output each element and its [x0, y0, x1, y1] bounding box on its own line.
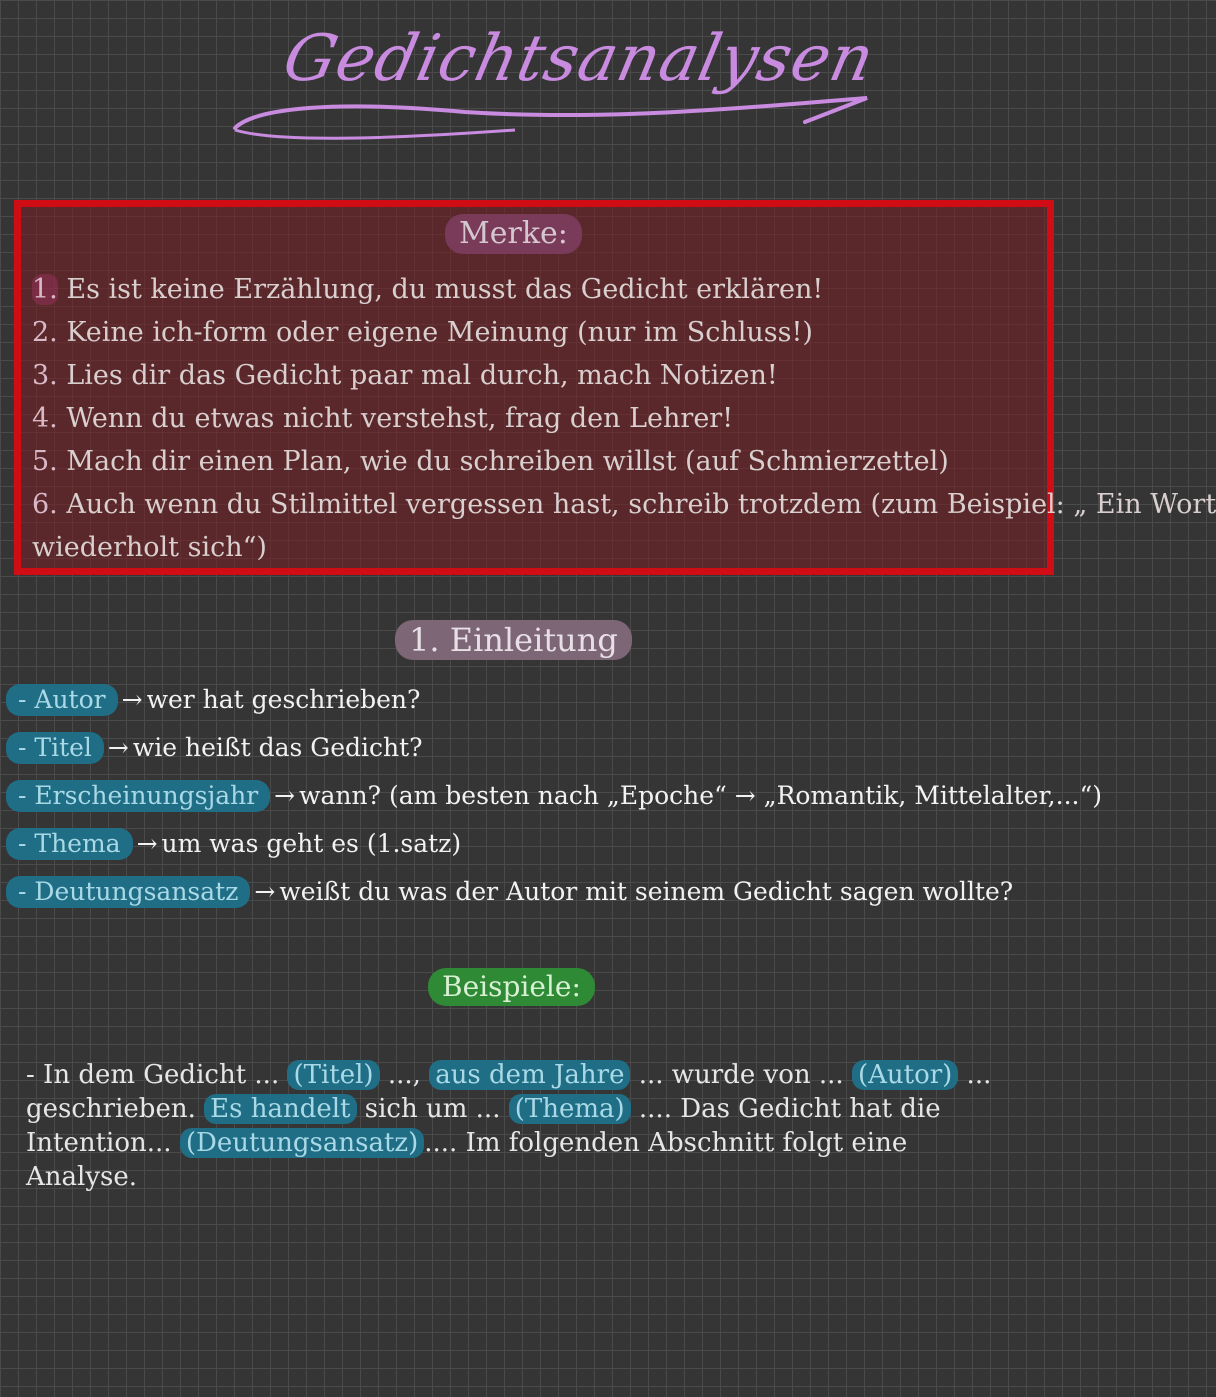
merke-item-number: 4.	[32, 403, 58, 434]
list-item	[6, 724, 1081, 772]
list-item	[6, 820, 1081, 868]
example-highlight: aus dem Jahre	[429, 1060, 630, 1090]
example-text: ... geschrieben.	[26, 1060, 992, 1124]
merke-item	[32, 268, 1072, 311]
merke-item-text: wiederholt sich“)	[32, 532, 267, 563]
merke-item-number: 6.	[32, 489, 58, 520]
merke-item	[32, 397, 1072, 440]
merke-item-text: Es ist keine Erzählung, du musst das Gedicht erklären!	[66, 274, 824, 305]
term-description: wer hat geschrieben?	[146, 685, 421, 714]
merke-list	[32, 268, 1216, 569]
arrow-icon: →	[121, 685, 143, 714]
merke-item	[32, 311, 1072, 354]
example-text: .... Das Gedicht hat die Intention...	[26, 1094, 941, 1158]
term-tag: - Erscheinungsjahr	[6, 780, 270, 812]
term-description: um was geht es (1.satz)	[161, 829, 462, 858]
page-title: Gedichtsanalysen	[277, 22, 882, 96]
term-tag: - Deutungsansatz	[6, 876, 250, 908]
arrow-icon: →	[254, 877, 276, 906]
example-text: .... Im folgenden Abschnitt folgt eine Analyse.	[26, 1128, 908, 1192]
arrow-icon: →	[136, 829, 158, 858]
merke-item-text: Keine ich-form oder eigene Meinung (nur im Schluss!)	[66, 317, 813, 348]
arrow-icon: →	[274, 781, 296, 810]
term-description: wann? (am besten nach „Epoche“ → „Romantik, Mittelalter,...“)	[299, 781, 1103, 810]
example-highlight: (Deutungsansatz)	[180, 1128, 424, 1158]
beispiele-label: Beispiele:	[428, 968, 595, 1006]
example-highlight: (Thema)	[509, 1094, 631, 1124]
section-title-einleitung: 1. Einleitung	[395, 620, 632, 660]
term-tag: - Thema	[6, 828, 133, 860]
example-highlight: (Titel)	[287, 1060, 379, 1090]
merke-item	[32, 483, 1216, 526]
example-paragraph	[26, 1058, 1026, 1194]
merke-item-number: 2.	[32, 317, 58, 348]
merke-item-number: 5.	[32, 446, 58, 477]
einleitung-list	[6, 676, 1103, 916]
example-text: - In dem Gedicht ...	[26, 1060, 288, 1090]
merke-item-text: Wenn du etwas nicht verstehst, frag den Lehrer!	[66, 403, 734, 434]
merke-item-text: Mach dir einen Plan, wie du schreiben willst (auf Schmierzettel)	[66, 446, 949, 477]
example-text: ...,	[379, 1060, 430, 1090]
arrow-icon: →	[107, 733, 129, 762]
page-title-block	[215, 0, 882, 160]
merke-item-continuation	[32, 526, 1072, 569]
merke-label: Merke:	[445, 214, 582, 254]
merke-item-number: 3.	[32, 360, 58, 391]
example-text: sich um ...	[356, 1094, 509, 1124]
merke-item	[32, 354, 1072, 397]
list-item	[6, 868, 1081, 916]
merke-item-number: 1.	[32, 274, 58, 305]
term-description: weißt du was der Autor mit seinem Gedicht sagen wollte?	[279, 877, 1014, 906]
term-tag: - Titel	[6, 732, 104, 764]
merke-item-text: Auch wenn du Stilmittel vergessen hast, schreib trotzdem (zum Beispiel: „ Ein Wort	[66, 489, 1216, 520]
merke-item-text: Lies dir das Gedicht paar mal durch, mach Notizen!	[66, 360, 778, 391]
term-tag: - Autor	[6, 684, 118, 716]
merke-item	[32, 440, 1072, 483]
list-item	[6, 676, 1081, 724]
list-item	[6, 772, 1103, 820]
example-text: ... wurde von ...	[630, 1060, 852, 1090]
term-description: wie heißt das Gedicht?	[132, 733, 423, 762]
example-highlight: (Autor)	[852, 1060, 958, 1090]
example-highlight: Es handelt	[204, 1094, 356, 1124]
